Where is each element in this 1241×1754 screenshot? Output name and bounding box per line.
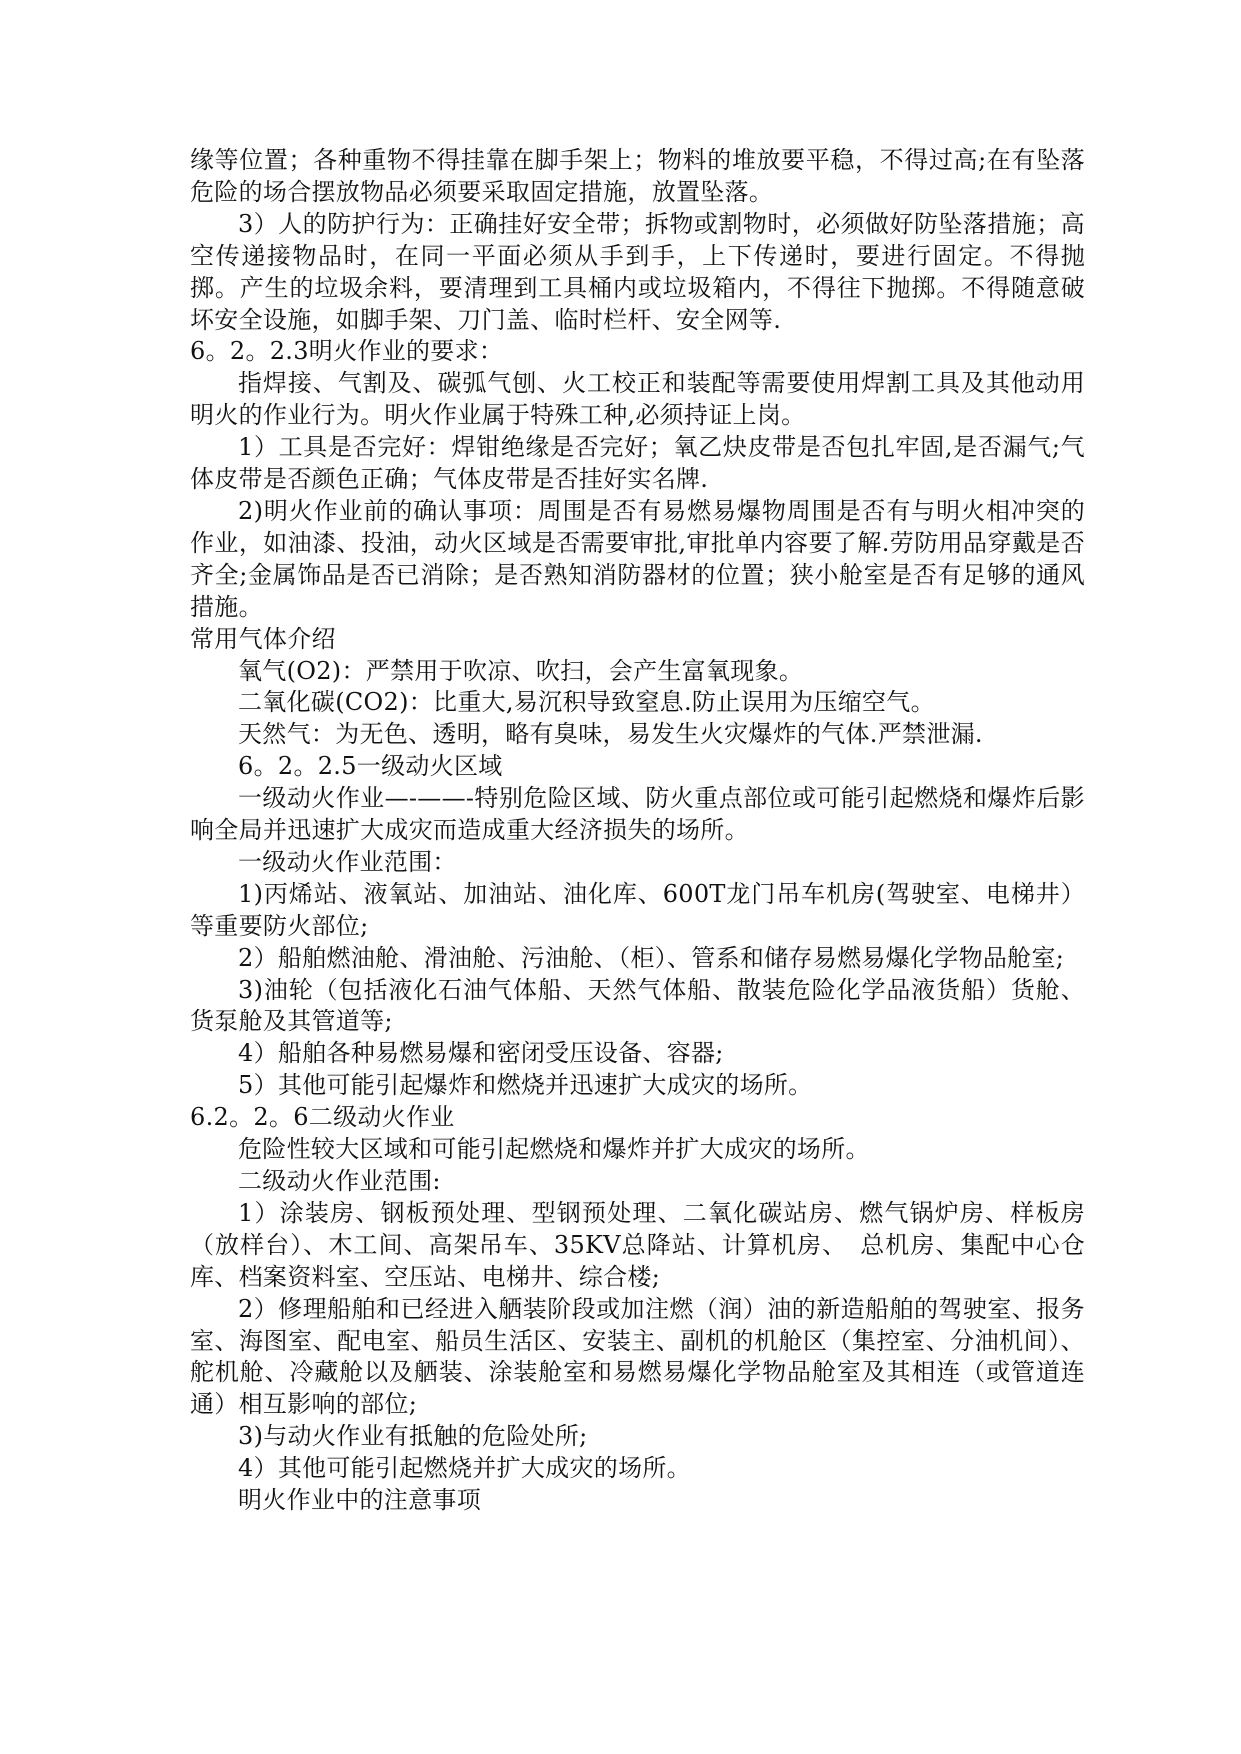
paragraph-level1-definition: 一级动火作业—-——-特别危险区域、防火重点部位或可能引起燃烧和爆炸后影响全局并迅速扩大成灾而造成重大经济损失的场所。 — [190, 784, 1085, 845]
paragraph-level2-item-2: 2）修理船舶和已经进入舾装阶段或加注燃（润）油的新造船舶的驾驶室、报务室、海图室、配电室、船员生活区、安装主、副机的机舱区（集控室、分油机间）、舵机舱、冷藏舱以及舾装、涂装舱室和易燃易爆化学物品舱室及其相连（或管道连通）相互影响的部位; — [190, 1294, 1085, 1419]
paragraph-open-fire-definition: 指焊接、气割及、碳弧气刨、火工校正和装配等需要使用焊割工具及其他动用明火的作业行为。明火作业属于特殊工种,必须持证上岗。 — [190, 369, 1085, 430]
paragraph-level1-scope-title: 一级动火作业范围： — [238, 847, 457, 876]
paragraph-level1-item-3: 3)油轮（包括液化石油气体船、天然气体船、散装危险化学品液货船）货舱、货泵舱及其管道等; — [190, 975, 1085, 1036]
paragraph-level2-item-1: 1）涂装房、钢板预处理、型钢预处理、二氧化碳站房、燃气锅炉房、样板房（放样台）、木工间、高架吊车、35KV总降站、计算机房、 总机房、集配中心仓库、档案资料室、空压站、电梯井、综合楼; — [190, 1198, 1085, 1291]
paragraph-level1-item-4: 4）船舶各种易燃易爆和密闭受压设备、容器; — [238, 1039, 724, 1068]
heading-common-gases: 常用气体介绍 — [190, 624, 336, 653]
paragraph-level2-scope-title: 二级动火作业范围: — [238, 1167, 441, 1195]
paragraph-level1-item-5: 5）其他可能引起爆炸和燃烧并迅速扩大成灾的场所。 — [238, 1071, 813, 1100]
paragraph-level1-item-1: 1)丙烯站、液氧站、加油站、油化库、600T龙门吊车机房(驾驶室、电梯井）等重要防火部位; — [190, 879, 1085, 940]
paragraph-level2-definition: 危险性较大区域和可能引起燃烧和爆炸并扩大成灾的场所。 — [238, 1135, 870, 1164]
paragraph-co2: 二氧化碳(CO2)：比重大,易沉积导致窒息.防止误用为压缩空气。 — [238, 688, 935, 717]
paragraph-placement-cont: 缘等位置；各种重物不得挂靠在脚手架上；物料的堆放要平稳，不得过高;在有坠落危险的场合摆放物品必须要采取固定措施，放置坠落。 — [190, 146, 1085, 206]
paragraph-level2-item-4: 4）其他可能引起燃烧并扩大成灾的场所。 — [238, 1454, 691, 1483]
heading-6-2-2-5: 6。2。2.5一级动火区域 — [238, 752, 503, 781]
paragraph-level2-item-3: 3)与动火作业有抵触的危险处所; — [238, 1422, 588, 1451]
paragraph-oxygen: 氧气(O2)：严禁用于吹凉、吹扫，会产生富氧现象。 — [238, 656, 804, 685]
paragraph-level1-item-2: 2）船舶燃油舱、滑油舱、污油舱、（柜）、管系和储存易燃易爆化学物品舱室; — [238, 943, 1065, 972]
heading-6-2-2-6: 6.2。2。6二级动火作业 — [190, 1103, 455, 1132]
paragraph-tools-check: 1）工具是否完好：焊钳绝缘是否完好；氧乙炔皮带是否包扎牢固,是否漏气;气体皮带是否颜色正确；气体皮带是否挂好实名牌. — [190, 433, 1085, 494]
paragraph-pre-work-confirmation: 2)明火作业前的确认事项：周围是否有易燃易爆物周围是否有与明火相冲突的作业，如油漆、投油，动火区域是否需要审批,审批单内容要了解.劳防用品穿戴是否齐全;金属饰品是否已消除；是否熟知消防器材的位置；狭小舱室是否有足够的通风措施。 — [190, 496, 1085, 621]
document-body — [190, 145, 1085, 1517]
paragraph-natural-gas: 天然气：为无色、透明，略有臭味，易发生火灾爆炸的气体.严禁泄漏. — [238, 720, 983, 749]
heading-6-2-2-3: 6。2。2.3明火作业的要求： — [190, 337, 504, 366]
paragraph-personal-protection: 3）人的防护行为：正确挂好安全带；拆物或割物时，必须做好防坠落措施；高空传递接物品时，在同一平面必须从手到手，上下传递时，要进行固定。不得抛掷。产生的垃圾余料，要清理到工具桶内或垃圾箱内，不得往下抛掷。不得随意破坏安全设施，如脚手架、刀门盖、临时栏杆、安全网等. — [190, 209, 1085, 334]
paragraph-precautions-heading: 明火作业中的注意事项 — [238, 1486, 481, 1515]
